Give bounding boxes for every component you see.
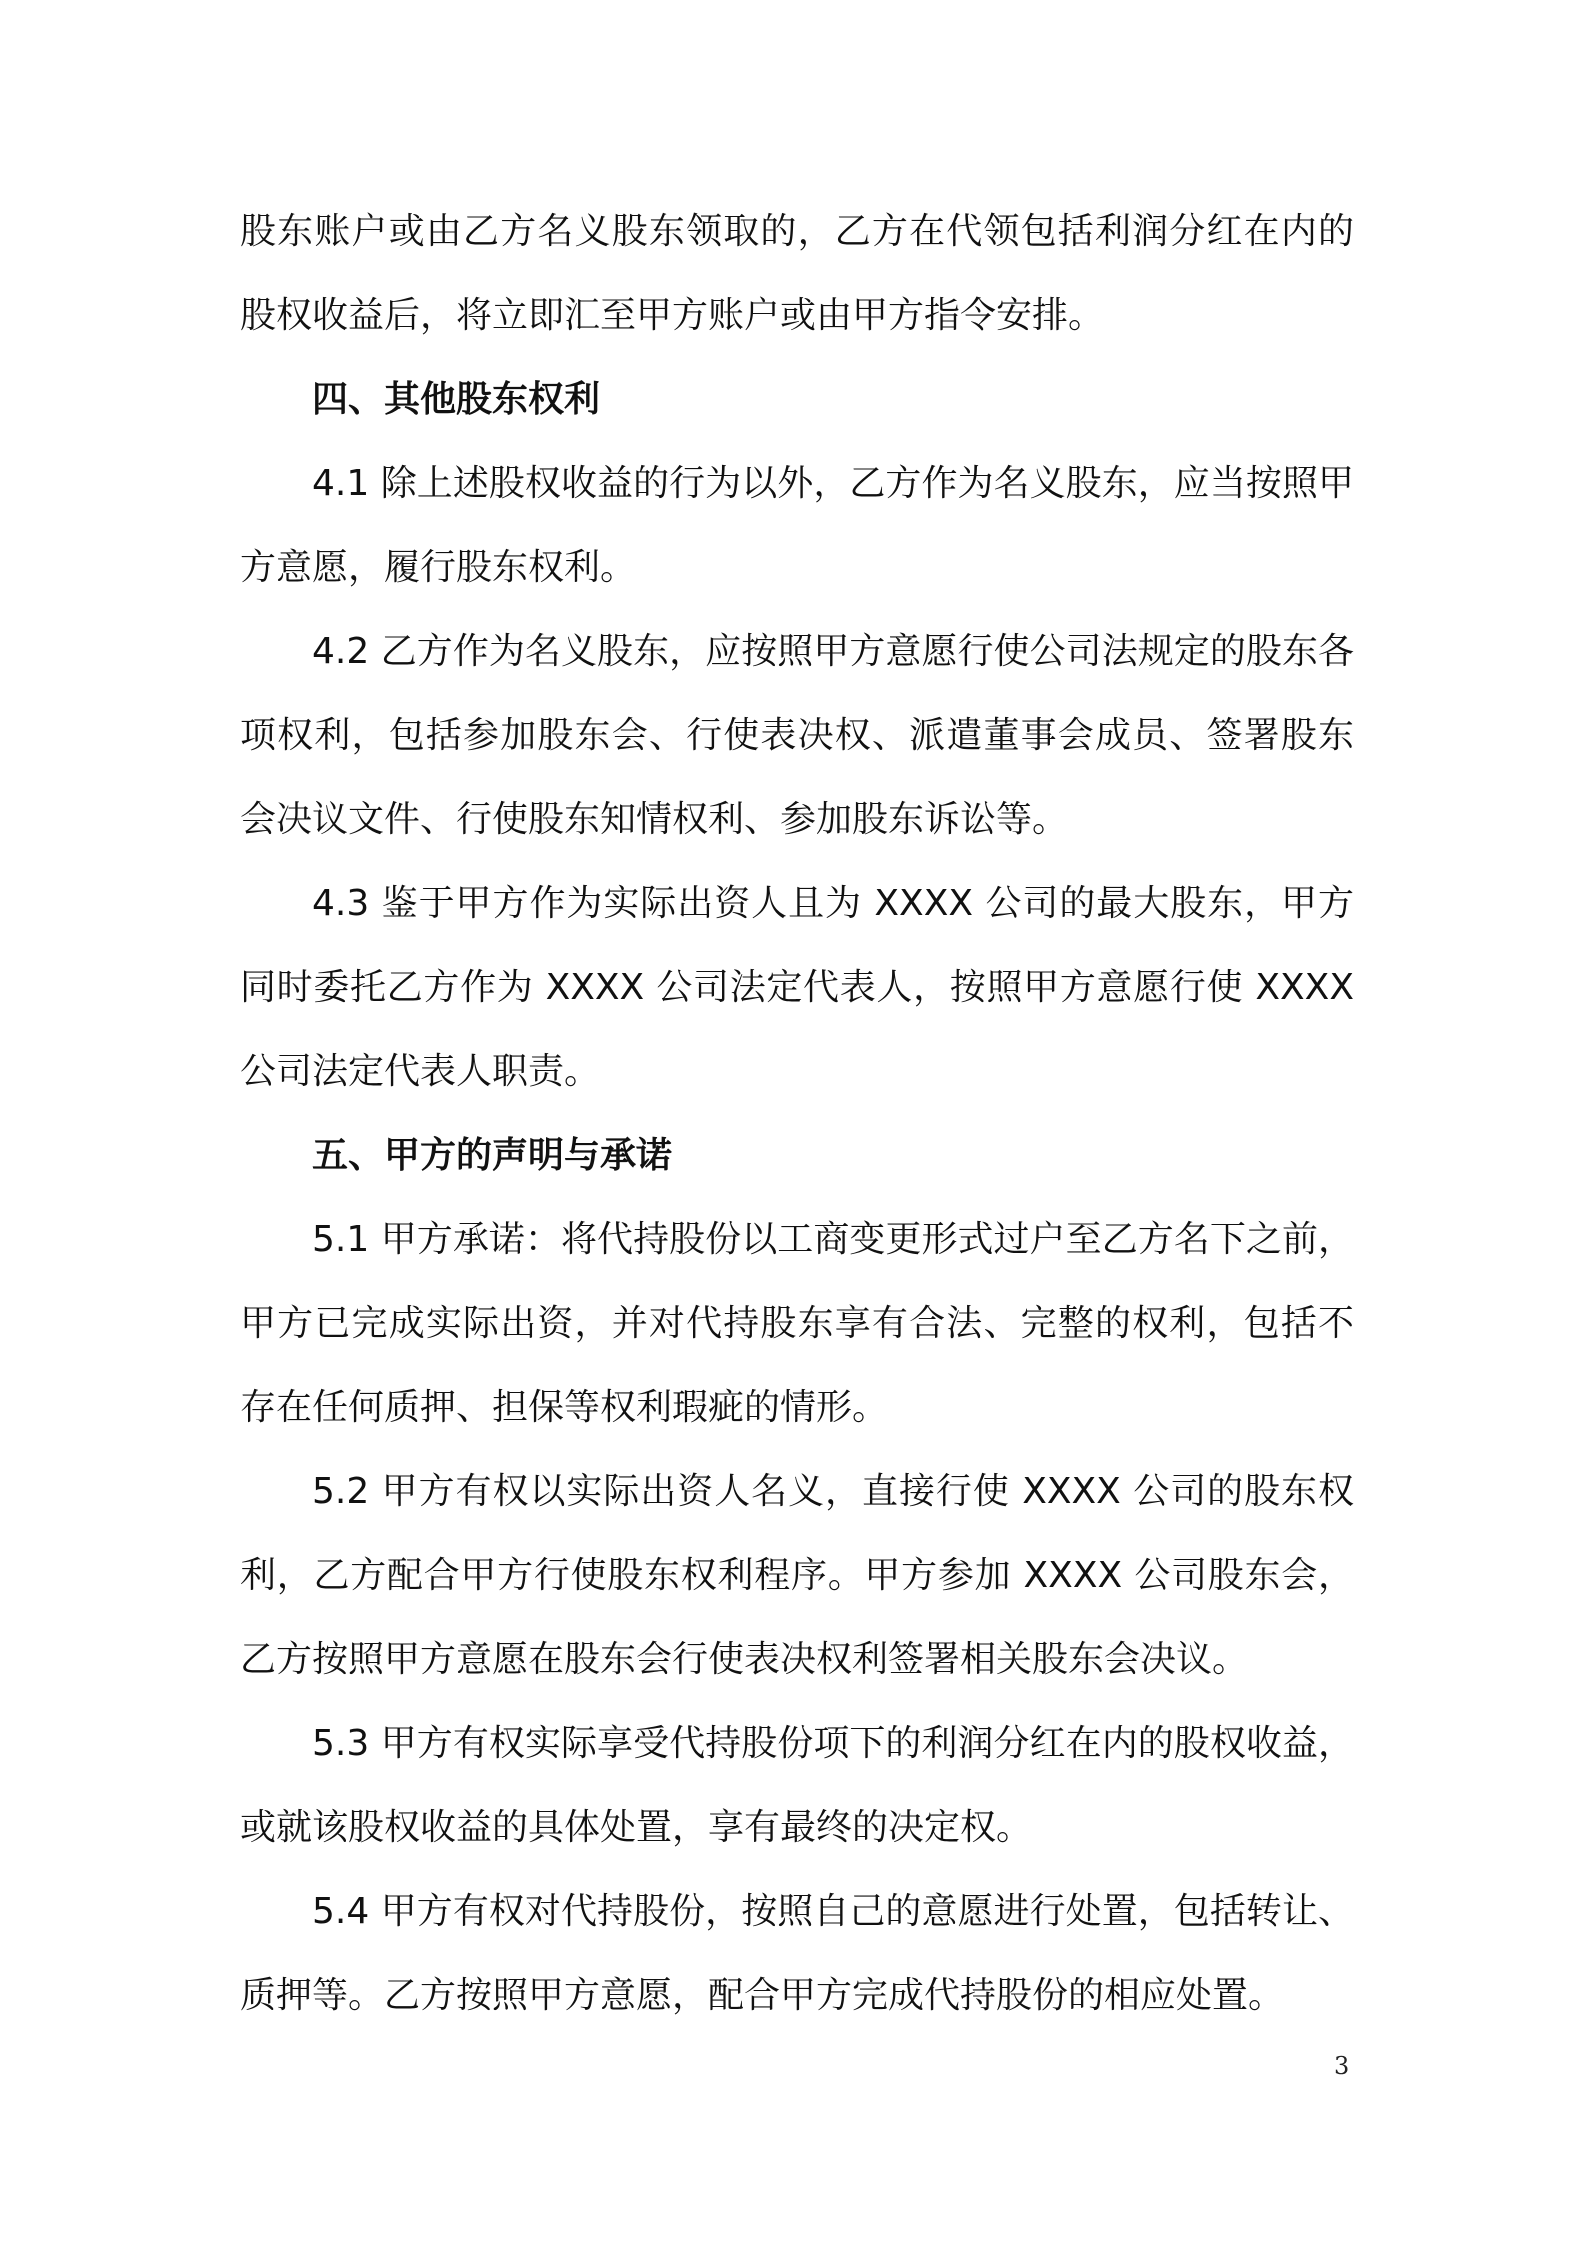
document-body xyxy=(240,190,1354,2038)
clause-5-2: 5.2 甲方有权以实际出资人名义，直接行使 XXXX 公司的股东权利，乙方配合甲方行使股东权利程序。甲方参加 XXXX 公司股东会，乙方按照甲方意愿在股东会行使表决权利签署相关股东会决议。 xyxy=(240,1471,1354,1680)
paragraph-continuation: 股东账户或由乙方名义股东领取的，乙方在代领包括利润分红在内的股权收益后，将立即汇至甲方账户或由甲方指令安排。 xyxy=(240,211,1354,336)
section-heading-other-shareholder-rights: 四、其他股东权利 xyxy=(312,379,601,420)
clause-5-3: 5.3 甲方有权实际享受代持股份项下的利润分红在内的股权收益，或就该股权收益的具体处置，享有最终的决定权。 xyxy=(240,1723,1354,1848)
clause-4-2: 4.2 乙方作为名义股东，应按照甲方意愿行使公司法规定的股东各项权利，包括参加股东会、行使表决权、派遣董事会成员、签署股东会决议文件、行使股东知情权利、参加股东诉讼等。 xyxy=(240,631,1354,840)
clause-5-4: 5.4 甲方有权对代持股份，按照自己的意愿进行处置，包括转让、质押等。乙方按照甲方意愿，配合甲方完成代持股份的相应处置。 xyxy=(240,1891,1354,2016)
page-number: 3 xyxy=(1334,2052,1350,2080)
section-heading-party-a-representations: 五、甲方的声明与承诺 xyxy=(312,1135,673,1176)
clause-4-1: 4.1 除上述股权收益的行为以外，乙方作为名义股东，应当按照甲方意愿，履行股东权利。 xyxy=(240,463,1354,588)
clause-4-3: 4.3 鉴于甲方作为实际出资人且为 XXXX 公司的最大股东，甲方同时委托乙方作为 XXXX 公司法定代表人，按照甲方意愿行使 XXXX 公司法定代表人职责。 xyxy=(240,883,1354,1092)
clause-5-1: 5.1 甲方承诺：将代持股份以工商变更形式过户至乙方名下之前，甲方已完成实际出资，并对代持股东享有合法、完整的权利，包括不存在任何质押、担保等权利瑕疵的情形。 xyxy=(240,1219,1354,1428)
